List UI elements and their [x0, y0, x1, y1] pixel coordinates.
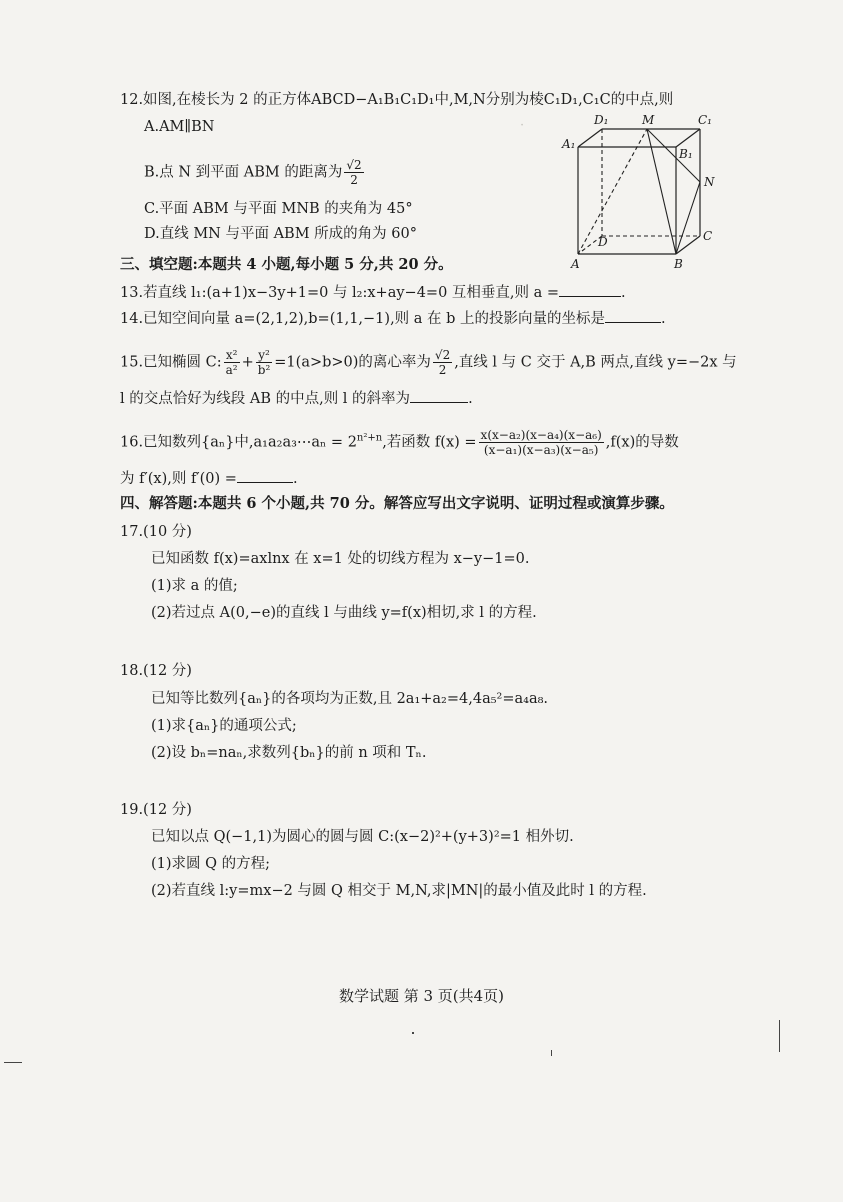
section-4-heading: 四、解答题:本题共 6 个小题,共 70 分。解答应写出文字说明、证明过程或演算步骤。: [120, 495, 674, 512]
fraction-denominator: a²: [225, 363, 238, 377]
label-B1: B₁: [679, 147, 693, 161]
label-C1: C₁: [698, 113, 712, 127]
q19-part1: (1)求圆 Q 的方程;: [151, 856, 271, 872]
q15-line2-text: l 的交点恰好为线段 AB 的中点,则 l 的斜率为: [120, 391, 411, 407]
scan-mark: [779, 1020, 780, 1052]
q17-part2: (2)若过点 A(0,−e)的直线 l 与曲线 y=f(x)相切,求 l 的方程.: [151, 605, 537, 621]
q19-stem: 已知以点 Q(−1,1)为圆心的圆与圆 C:(x−2)²+(y+3)²=1 相外切.: [151, 829, 574, 845]
q14: [120, 308, 666, 329]
q14-text: 14.已知空间向量 a=(2,1,2),b=(1,1,−1),则 a 在 b 上的投影向量的坐标是: [120, 311, 606, 327]
q16-exponent: n²+n: [356, 432, 383, 444]
q17-part1: (1)求 a 的值;: [151, 578, 238, 594]
scan-dot: [551, 1050, 552, 1056]
scan-dot: [412, 1032, 414, 1034]
q16-fraction: [479, 428, 604, 457]
page-footer: 数学试题 第 3 页(共4页): [338, 987, 505, 1005]
fraction-denominator: 2: [350, 173, 358, 187]
label-C: C: [703, 229, 713, 243]
q15-pre: 15.已知椭圆 C:: [120, 354, 222, 371]
q16-line1: [120, 428, 679, 457]
q12-option-b-fraction: [344, 158, 363, 187]
q13-answer-blank: [559, 282, 621, 297]
q18-part2: (2)设 bₙ=naₙ,求数列{bₙ}的前 n 项和 Tₙ.: [151, 745, 427, 761]
q18-heading: 18.(12 分): [120, 663, 192, 679]
q18-stem: 已知等比数列{aₙ}的各项均为正数,且 2a₁+a₂=4,4a₅²=a₄a₈.: [151, 691, 549, 707]
q13: [120, 282, 626, 303]
label-M: M: [642, 113, 655, 127]
section-3-heading: 三、填空题:本题共 4 小题,每小题 5 分,共 20 分。: [120, 256, 453, 273]
cube-figure: [560, 112, 720, 272]
q13-end: .: [621, 285, 626, 301]
label-D1: D₁: [594, 113, 609, 127]
q16-mid: ,若函数 f(x) =: [382, 434, 477, 451]
segment-MB: [647, 129, 676, 254]
q13-text: 13.若直线 l₁:(a+1)x−3y+1=0 与 l₂:x+ay−4=0 互相垂直,则 a =: [120, 285, 560, 301]
q15-post: ,直线 l 与 C 交于 A,B 两点,直线 y=−2x 与: [454, 354, 737, 371]
scan-mark: [4, 1062, 22, 1063]
label-A1: A₁: [562, 137, 576, 151]
fraction-denominator: 2: [438, 363, 447, 377]
q15-line2: [120, 388, 473, 409]
edge-BC: [676, 236, 700, 254]
q15-answer-blank: [410, 388, 468, 403]
q16-line2: [120, 468, 298, 489]
q12-option-d: D.直线 MN 与平面 ABM 所成的角为 60°: [144, 226, 417, 242]
fraction-denominator: b²: [257, 363, 271, 377]
edge-C1B1: [676, 129, 700, 147]
label-N: N: [704, 175, 715, 189]
q15-end: .: [468, 391, 473, 407]
q16-pre: 16.已知数列{aₙ}中,a₁a₂a₃⋯aₙ = 2: [120, 434, 357, 451]
q16-post: ,f(x)的导数: [605, 434, 679, 451]
q19-part2: (2)若直线 l:y=mx−2 与圆 Q 相交于 M,N,求|MN|的最小值及此时 l 的方程.: [151, 883, 647, 899]
fraction-denominator: (x−a₁)(x−a₃)(x−a₅): [483, 443, 599, 457]
fraction-numerator: x(x−a₂)(x−a₄)(x−a₆): [480, 428, 602, 442]
q15-fraction-x: [224, 348, 240, 377]
q16-line2-text: 为 f′(x),则 f′(0) =: [120, 471, 237, 487]
bleed-through-text: ·: [520, 118, 525, 133]
fraction-numerator: √2: [434, 348, 451, 362]
hidden-segment-AM: [578, 129, 647, 254]
fraction-numerator: √2: [346, 158, 362, 172]
q14-answer-blank: [605, 308, 661, 323]
q15-mid: =1(a>b>0)的离心率为: [274, 354, 431, 371]
q16-end: .: [292, 471, 298, 487]
label-A: A: [571, 257, 580, 271]
q14-end: .: [661, 311, 666, 327]
q15-plus: +: [241, 354, 254, 371]
label-B: B: [674, 257, 683, 271]
q12-stem: 12.如图,在棱长为 2 的正方体ABCD−A₁B₁C₁D₁中,M,N分别为棱C₁D₁,C₁C的中点,则: [120, 92, 674, 108]
q19-heading: 19.(12 分): [120, 802, 192, 818]
q17-stem: 已知函数 f(x)=axlnx 在 x=1 处的切线方程为 x−y−1=0.: [151, 551, 530, 567]
q12-option-a: A.AM∥BN: [144, 119, 215, 135]
q17-heading: 17.(10 分): [120, 524, 192, 540]
edge-D1A1: [578, 129, 602, 147]
fraction-numerator: y²: [256, 348, 273, 363]
q15-fraction-y: [256, 348, 273, 377]
q12-option-b: [144, 158, 366, 187]
fraction-numerator: x²: [224, 348, 240, 363]
segment-NB: [676, 182, 700, 254]
q16-answer-blank: [237, 468, 293, 483]
q12-option-c: C.平面 ABM 与平面 MNB 的夹角为 45°: [144, 201, 413, 217]
q15-fraction-eccentricity: [433, 348, 452, 377]
label-D: D: [598, 235, 608, 249]
q12-option-b-text: B.点 N 到平面 ABM 的距离为: [144, 164, 343, 181]
q18-part1: (1)求{aₙ}的通项公式;: [151, 718, 297, 734]
q15-line1: [120, 348, 737, 377]
